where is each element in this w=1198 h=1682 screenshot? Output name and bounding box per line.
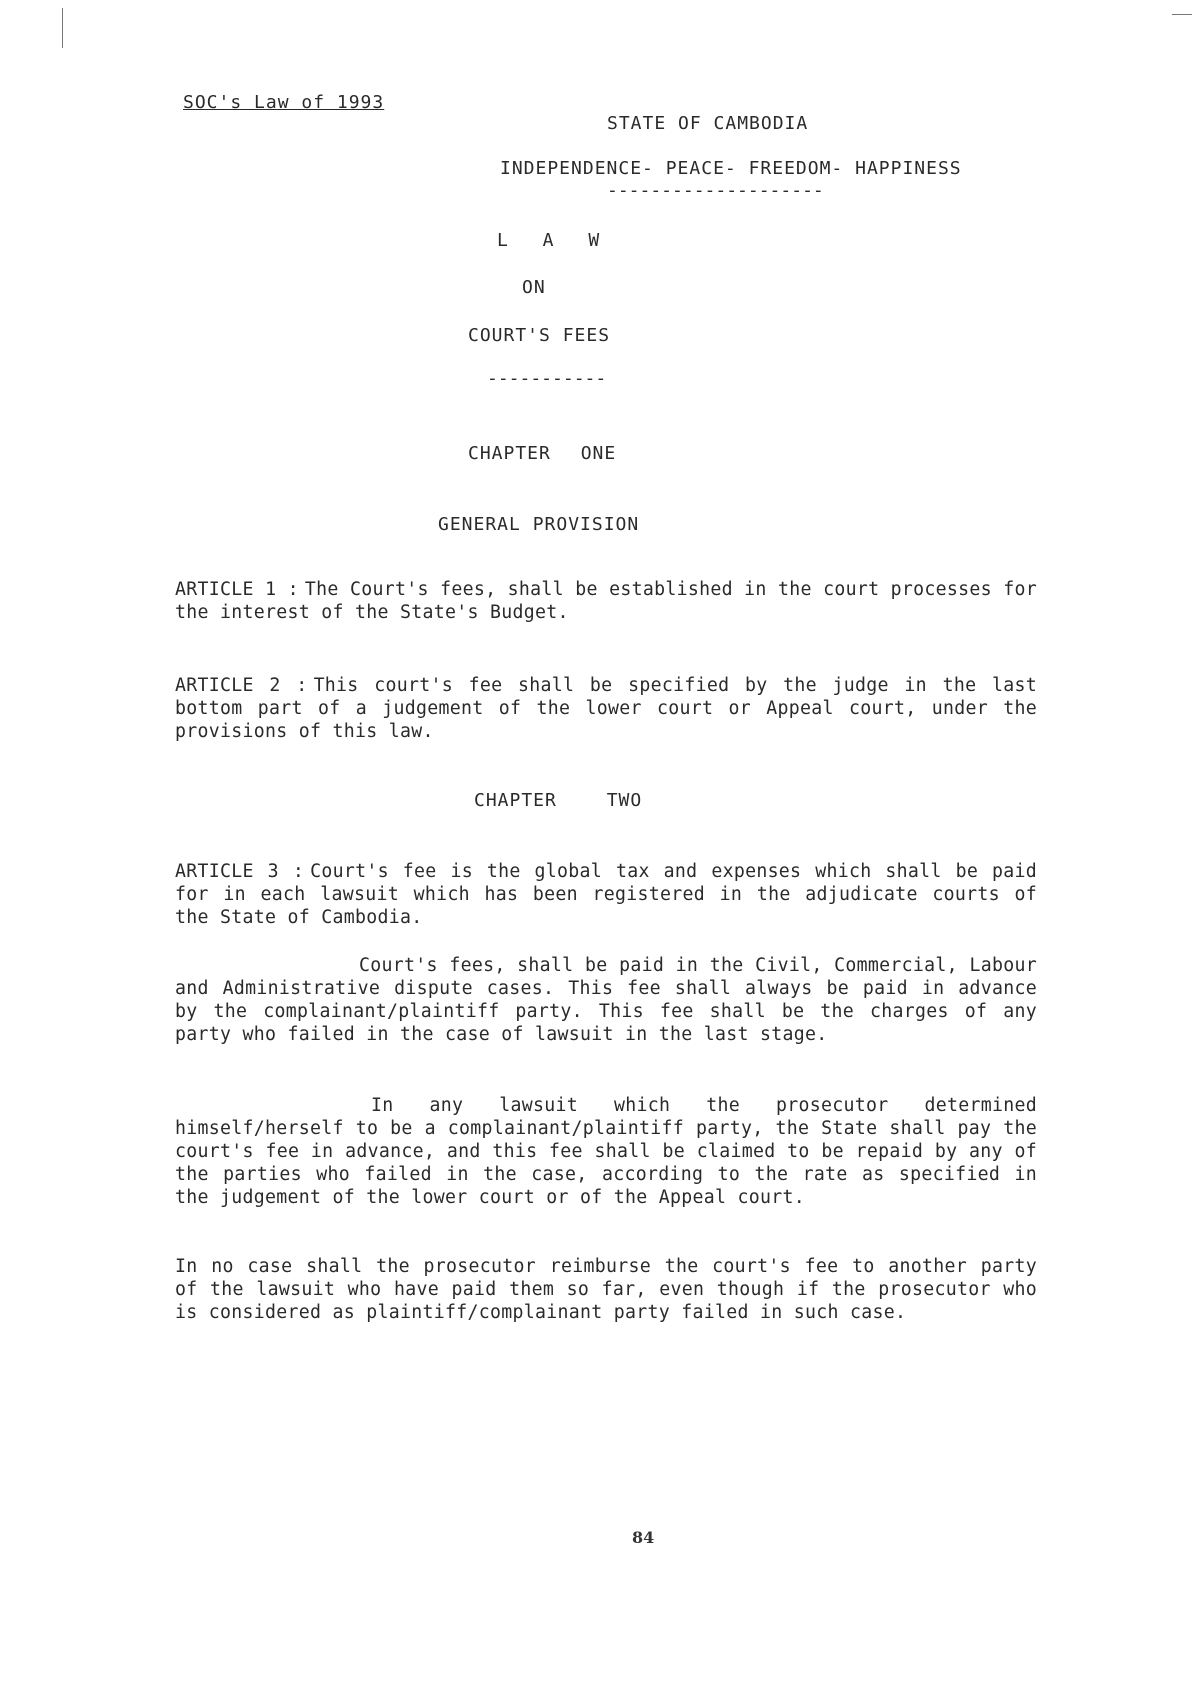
chapter-one-heading: CHAPTER ONE [468, 443, 617, 464]
article-3-text: Court's fee is the global tax and expenses which shall be paid for in each lawsuit which has been registered in the adjudicate courts of the State of Cambodia. [175, 861, 1037, 928]
article-3-label: ARTICLE 3 : [175, 861, 305, 882]
page-number: 84 [632, 1528, 655, 1547]
title-divider: ----------- [487, 368, 607, 389]
article-2-text: This court's fee shall be specified by the judge in the last bottom part of a judgement of the lower court or Appeal court, under the provisions of this law. [175, 675, 1037, 742]
scan-artifact-left-edge [62, 8, 63, 48]
article-3-paragraph-3: In any lawsuit which the prosecutor determined himself/herself to be a complainant/plaintiff party, the State shall pay the court's fee in advance, and this fee shall be claimed to be repaid by any of the parties who failed in the case, according to the rate as specified in the judgement of the lower court or of the Appeal court. [175, 1095, 1037, 1208]
header-reference: SOC's Law of 1993 [183, 92, 385, 113]
article-1 [175, 578, 1037, 624]
chapter-two-heading: CHAPTER TWO [474, 790, 643, 811]
law-title-on: ON [522, 277, 546, 298]
national-motto: INDEPENDENCE- PEACE- FREEDOM- HAPPINESS [500, 158, 962, 179]
law-subject: COURT'S FEES [468, 325, 611, 346]
state-name: STATE OF CAMBODIA [607, 113, 809, 134]
article-3-paragraph-2: Court's fees, shall be paid in the Civil, Commercial, Labour and Administrative dispute cases. This fee shall always be paid in advance by the complainant/plaintiff party. This fee shall be the charges of any party who failed in the case of lawsuit in the last stage. [175, 955, 1037, 1045]
article-3 [175, 860, 1037, 929]
article-2 [175, 674, 1037, 743]
article-1-text: The Court's fees, shall be established in the court processes for the interest of the State's Budget. [175, 579, 1037, 623]
chapter-one-subheading: GENERAL PROVISION [438, 514, 640, 535]
scan-artifact-top-right [1172, 14, 1192, 15]
article-1-label: ARTICLE 1 : [175, 579, 299, 600]
motto-divider: -------------------- [607, 180, 824, 201]
article-3-paragraph-4: In no case shall the prosecutor reimburse the court's fee to another party of the lawsuit who have paid them so far, even though if the prosecutor who is considered as plaintiff/complainant party failed in such case. [175, 1256, 1037, 1323]
article-2-label: ARTICLE 2 : [175, 675, 308, 696]
law-title: L A W [497, 230, 612, 251]
